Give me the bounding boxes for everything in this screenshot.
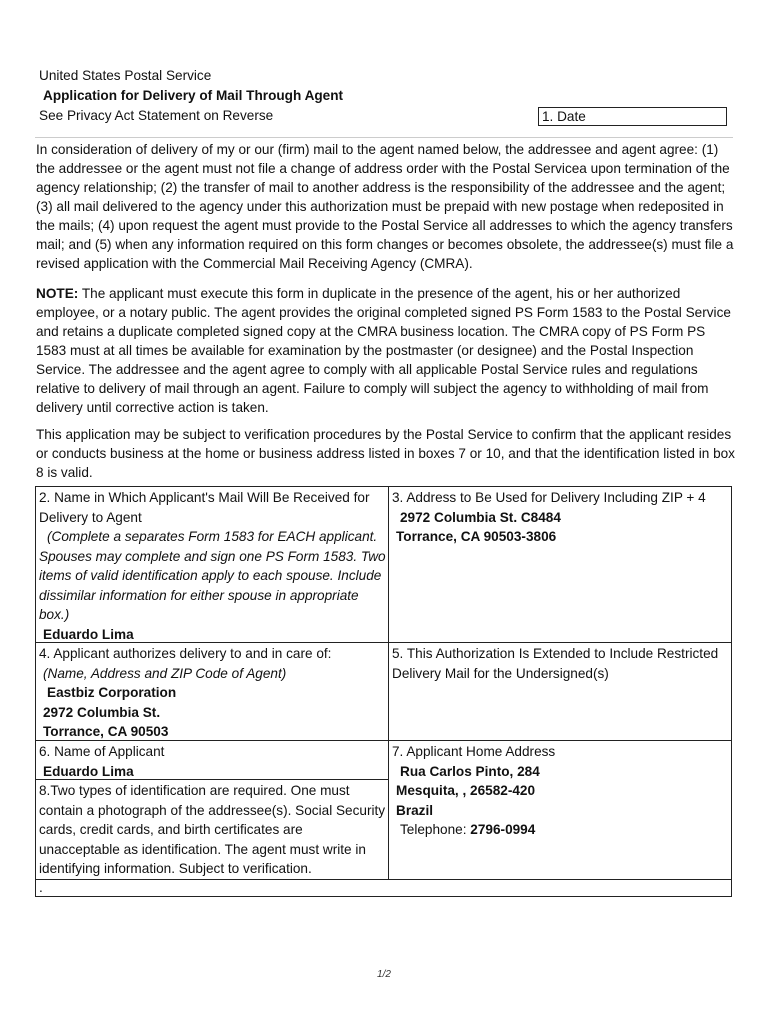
box-7-line-2: Mesquita, , 26582-420 [396,783,536,798]
telephone-label: Telephone: [400,822,471,837]
note-paragraph [36,284,736,417]
box-4-line-2: 2972 Columbia St. [43,704,161,720]
box-3-line-2: Torrance, CA 90503-3806 [396,529,557,544]
box-8-identification[interactable] [36,780,388,879]
box-6-value: Eduardo Lima [43,763,134,779]
page-number: 1/2 [377,969,391,980]
verification-paragraph: This application may be subject to verification procedures by the Postal Service to confirm that the applicant resides or conducts business at the home or business address listed in boxes 7 or 10, and that the identification listed in box 8 is valid. [36,427,735,480]
telephone-value: 2796-0994 [470,822,536,837]
box-3-delivery-address[interactable] [389,487,731,642]
box-7-line-1: Rua Carlos Pinto, 284 [400,763,540,779]
box-2-label: 2. Name in Which Applicant's Mail Will Be Received for Delivery to Agent [39,490,370,525]
box-3-line-1: 2972 Columbia St. C8484 [400,509,561,525]
bottom-row[interactable]: . [39,880,43,895]
box-8-label: 8.Two types of identification are required. One must contain a photograph of the addressee(s). Social Security cards, credit cards, and birth certificates are unacceptable as identification. The agent must write in identifying information. Subject to verification. [39,783,386,876]
org-name: United States Postal Service [39,68,212,83]
note-label: NOTE: [36,286,79,301]
header-divider [35,137,733,138]
box-2-instruction: (Complete a separates Form 1583 for EACH applicant. Spouses may complete and sign one PS Form 1583. Two items of valid identification apply to each spouse. Include dissimilar information for either spouse in appropriate box.) [39,529,386,622]
box-5-restricted-delivery[interactable] [389,643,731,740]
box-7-label: 7. Applicant Home Address [392,744,556,759]
box-7-telephone [392,820,729,840]
box-2-mail-name[interactable] [36,487,388,642]
date-field[interactable]: 1. Date [538,107,727,126]
box-6-label: 6. Name of Applicant [39,744,165,759]
box-5-label: 5. This Authorization Is Extended to Include Restricted Delivery Mail for the Undersigned(s) [392,646,719,681]
box-4-instruction: (Name, Address and ZIP Code of Agent) [43,665,287,681]
box-2-value: Eduardo Lima [43,626,134,642]
box-3-label: 3. Address to Be Used for Delivery Including ZIP + 4 [392,490,706,505]
application-form-grid [35,486,732,897]
box-7-line-3: Brazil [396,802,434,818]
box-4-agent[interactable] [36,643,388,740]
box-4-line-3: Torrance, CA 90503 [43,724,169,739]
privacy-note: See Privacy Act Statement on Reverse [39,108,274,123]
form-title: Application for Delivery of Mail Through Agent [43,88,344,103]
note-text: The applicant must execute this form in duplicate in the presence of the agent, his or her authorized employee, or a notary public. The agent provides the original completed signed PS Form 1583 to the Postal Service and retains a duplicate completed signed copy at the CMRA business location. The CMRA copy of PS Form PS 1583 must at all times be available for examination by the postmaster (or designee) and the Postal Inspection Service. The addressee and the agent agree to comply with all applicable Postal Service rules and regulations relative to delivery of mail through an agent. Failure to comply will subject the agency to withholding of mail from delivery until corrective action is taken. [36,286,731,415]
box-4-label: 4. Applicant authorizes delivery to and in care of: [39,646,332,661]
box-6-applicant-name[interactable] [36,741,388,779]
box-4-line-1: Eastbiz Corporation [47,685,177,700]
intro-paragraph: In consideration of delivery of my or our (firm) mail to the agent named below, the addressee and agent agree: (1) the addressee or the agent must not file a change of address order with the Postal Servicea upon termination of the agency relationship; (2) the transfer of mail to another address is the responsibility of the addressee and the agent; (3) all mail delivered to the agency under this authorization must be prepaid with new postage when redeposited in the mails; (4) upon request the agent must provide to the Postal Service all addresses to which the agency transfers mail; and (5) when any information required on this form changes or becomes obsolete, the addressee(s) must file a revised application with the Commercial Mail Receiving Agency (CMRA). [36,142,734,271]
box-7-home-address[interactable] [389,741,731,879]
